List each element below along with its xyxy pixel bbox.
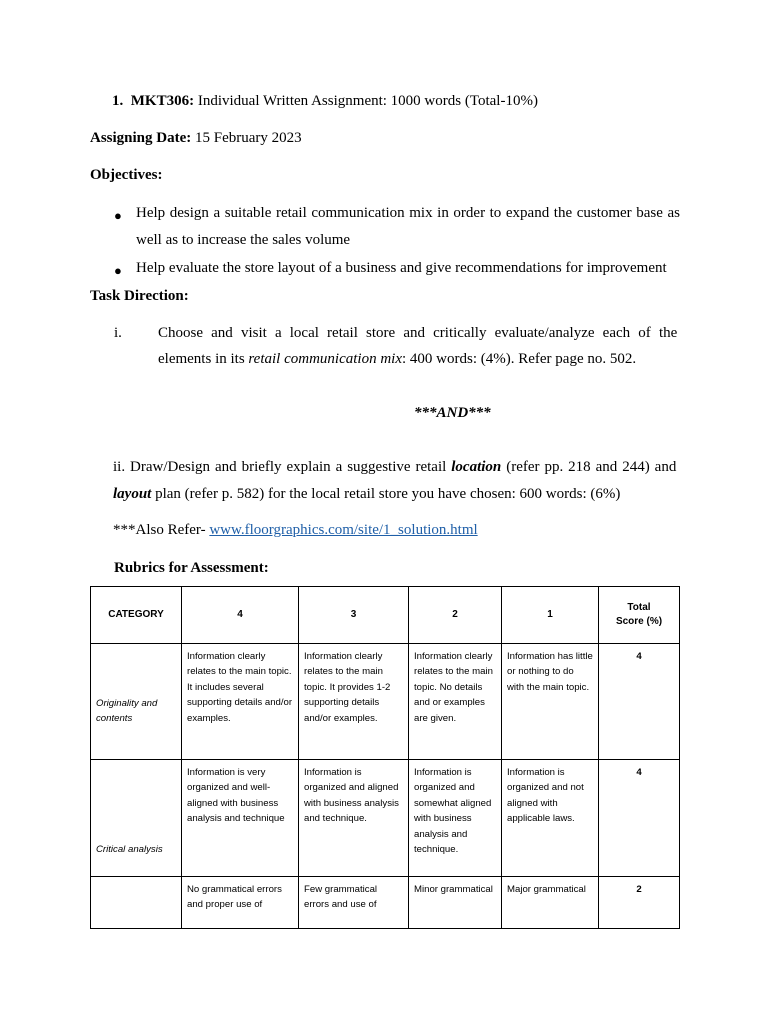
cell-score-1: Information has little or nothing to do with the main topic. [502,644,599,760]
table-row [91,760,680,877]
layout-term: layout [113,486,152,502]
header-category: CATEGORY [91,587,182,644]
cell-score-2: Minor grammatical [409,877,502,929]
task-item-1-line2 [158,351,636,368]
task-item-1-text: Choose and visit a local retail store and critically evaluate/analyze each of the [158,325,678,341]
category-originality: Originality and contents [96,698,158,725]
assigning-date-value: 15 February 2023 [195,130,302,146]
cell-total-score: 4 [599,644,680,760]
cell-score-1: Information is organized and not aligned with applicable laws. [502,760,599,877]
objective-item [136,205,680,222]
rubric-table [90,586,680,929]
and-separator: ***AND*** [414,405,491,421]
task-item-2-line1 [113,459,679,476]
assignment-heading [112,93,538,110]
cell-score-1: Major grammatical [502,877,599,929]
cell-score-4: Information clearly relates to the main topic. It includes several supporting details and/or examples. [182,644,299,760]
task-item-2-line2 [113,486,620,503]
rubric-header-row [91,587,680,644]
task-item-1-post: : 400 words: (4%). Refer page no. 502. [402,351,637,367]
objective-2: Help evaluate the store layout of a business and give recommendations for improvement [136,260,667,276]
row-category [91,877,182,929]
task-direction-heading: Task Direction: [90,288,189,304]
objectives-heading: Objectives: [90,167,163,183]
task-item-1-line1 [158,325,678,342]
assigning-date [90,130,302,147]
assigning-date-label: Assigning Date: [90,130,192,146]
header-score-4: 4 [182,587,299,644]
row-category [91,644,182,760]
course-code: MKT306: [130,93,195,109]
table-row [91,644,680,760]
row-category [91,760,182,877]
objective-1-line2: well as to increase the sales volume [136,232,351,248]
bullet-icon: ● [114,208,122,223]
also-refer-label: ***Also Refer- [113,522,210,538]
task-item-2-post: (refer pp. 218 and 244) and [501,459,677,475]
assignment-title: Individual Written Assignment: 1000 words (Total-10%) [197,93,538,109]
header-total-score: Total Score (%) [599,587,680,644]
cell-score-2: Information clearly relates to the main topic. No details and or examples are given. [409,644,502,760]
task-item-2-line2-post: plan (refer p. 582) for the local retail store you have chosen: 600 words: (6%) [151,486,621,502]
task-item-2-pre: ii. Draw/Design and briefly explain a suggestive retail [113,459,452,475]
task-item-1-pre: elements in its [158,351,249,367]
objective-1-line1: Help design a suitable retail communication mix in order to expand the customer base as [136,205,680,221]
cell-score-3: Information clearly relates to the main topic. It provides 1-2 supporting details and/or examples. [299,644,409,760]
location-term: location [451,459,502,475]
also-refer [113,522,478,539]
header-score-1: 1 [502,587,599,644]
cell-total-score: 4 [599,760,680,877]
cell-score-2: Information is organized and somewhat aligned with business analysis and technique. [409,760,502,877]
cell-score-4: Information is very organized and well-aligned with business analysis and technique [182,760,299,877]
cell-score-3: Information is organized and aligned with business analysis and technique. [299,760,409,877]
cell-score-4: No grammatical errors and proper use of [182,877,299,929]
floorgraphics-link[interactable]: www.floorgraphics.com/site/1_solution.html [209,522,478,538]
header-score-2: 2 [409,587,502,644]
table-row [91,877,680,929]
cell-total-score: 2 [599,877,680,929]
heading-number: 1. [112,93,124,109]
category-critical-analysis: Critical analysis [96,844,163,855]
rubrics-title: Rubrics for Assessment: [114,560,269,576]
task-item-1-number: i. [114,325,122,341]
cell-score-3: Few grammatical errors and use of [299,877,409,929]
retail-communication-mix-term: retail communication mix [248,351,402,367]
header-score-3: 3 [299,587,409,644]
bullet-icon: ● [114,263,122,278]
